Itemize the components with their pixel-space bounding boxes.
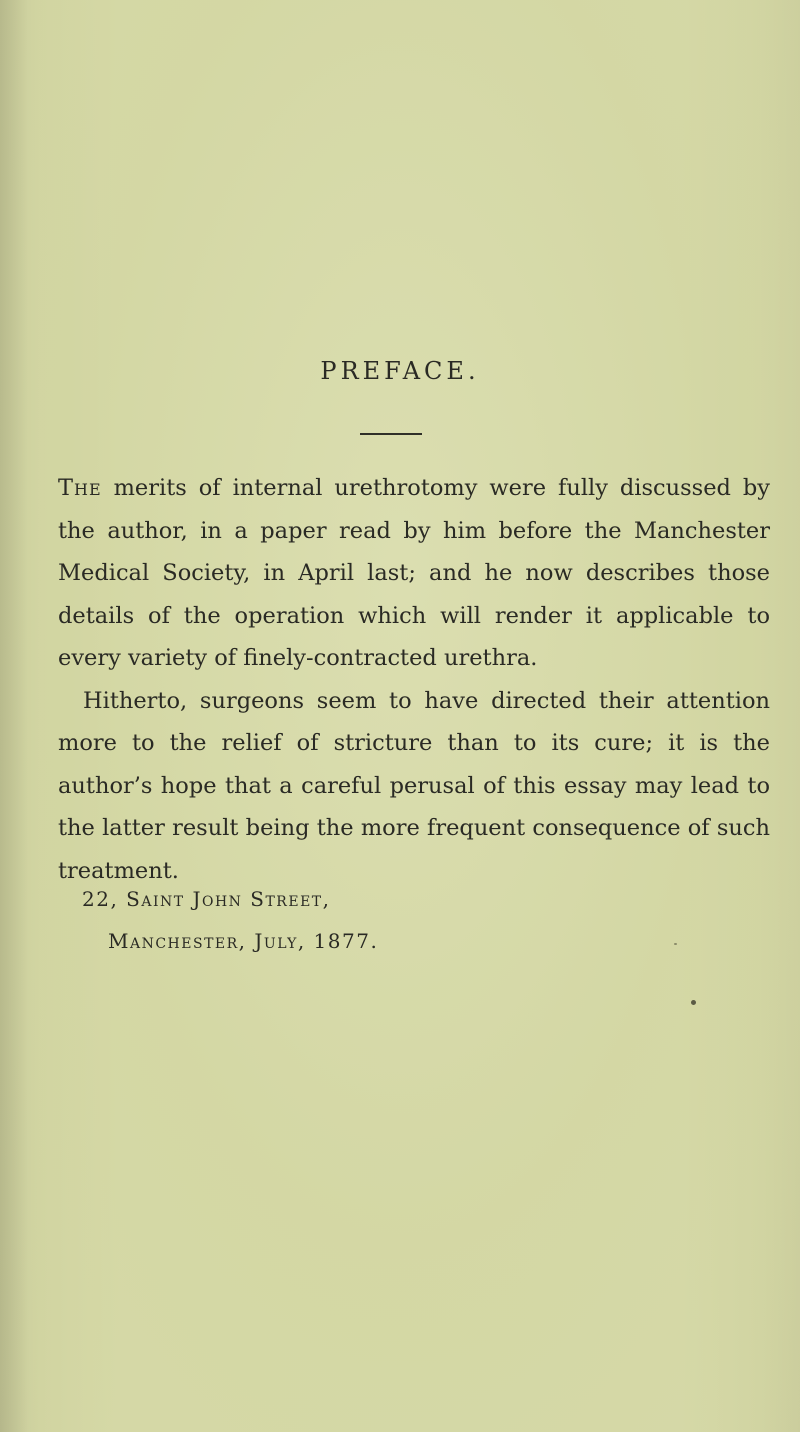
paragraph-1-lead: The: [58, 475, 102, 501]
paragraph-1: [58, 467, 770, 680]
title-divider: [360, 433, 422, 435]
page-title: PREFACE.: [320, 357, 480, 385]
signature-block: [82, 878, 378, 962]
ink-speck: [691, 1000, 696, 1005]
ink-speck: [674, 943, 677, 945]
signature-address: 22, Saint John Street,: [82, 887, 331, 911]
paragraph-1-text: merits of internal urethrotomy were fully discussed by the author, in a paper read by him before the Manchester Medical Society, in April last; and he now describes those details of the operation which will render it applicable to every variety of finely-contracted urethra.: [58, 475, 770, 671]
paragraph-2-text: Hitherto, surgeons seem to have directed their attention more to the relief of stricture than to its cure; it is the author’s hope that a careful perusal of this essay may lead to the latter result being the more frequent consequence of such treatment.: [58, 687, 770, 884]
signature-place-date: Manchester, July, 1877.: [108, 929, 379, 953]
preface-body: [58, 467, 770, 892]
page-gutter-shadow: [0, 0, 28, 1432]
paragraph-2: [58, 680, 770, 893]
